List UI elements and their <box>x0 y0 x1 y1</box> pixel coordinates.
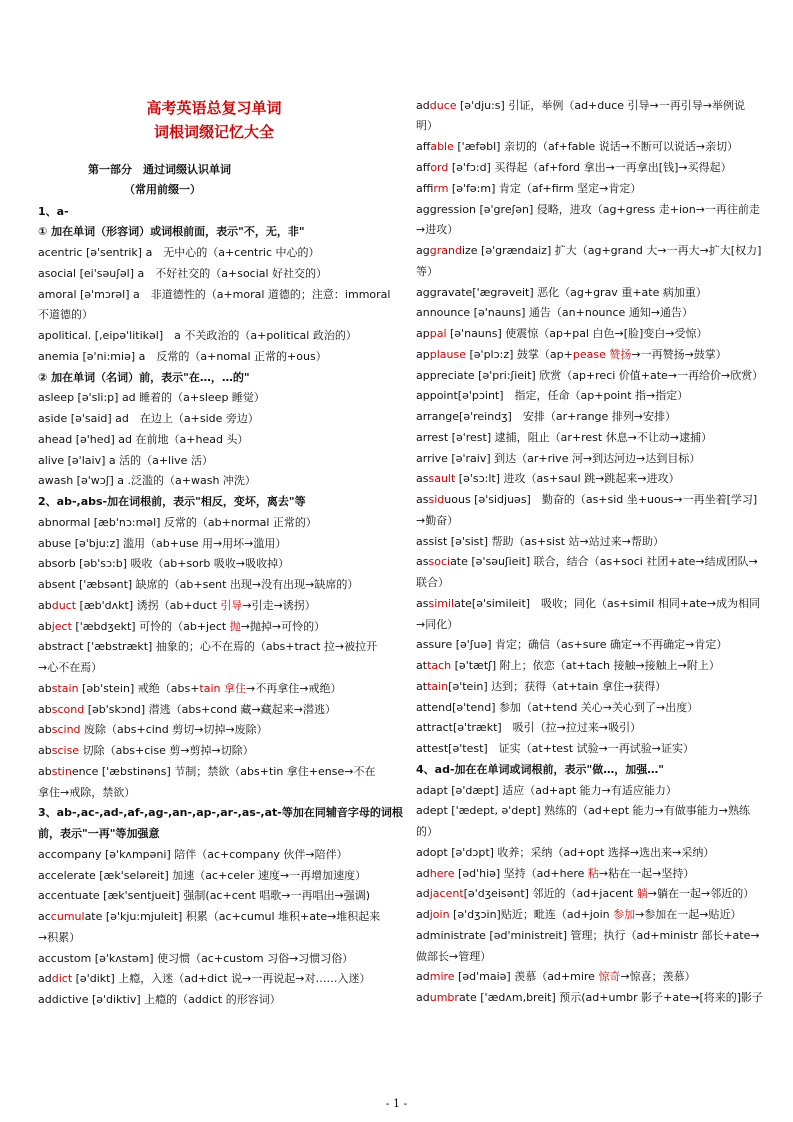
left_lines-line: abuse [ə'bju:z] 滥用（ab+use 用→用坏→滥用） <box>38 537 287 550</box>
right_lines-line: aggravate['ægrəveit] 恶化（ag+grav 重+ate 病加重） <box>416 286 707 299</box>
left_lines-line: abstinence ['æbstinəns] 节制；禁欲（abs+tin 拿住+ense→不在 <box>38 765 376 778</box>
left_lines-line: accustom [ə'kʌstəm] 使习惯（ac+custom 习俗→习惯习俗） <box>38 952 354 965</box>
right_lines-line: 等） <box>416 265 438 278</box>
left_lines-line: →心不在焉） <box>38 661 103 674</box>
left_lines-line: →积累） <box>38 931 81 944</box>
right_lines-line: →进攻） <box>416 223 459 236</box>
left_lines-line: accumulate [ə'kju:mjuleit] 积累（ac+cumul 堆积+ate→堆积起来 <box>38 910 381 923</box>
right_lines-line: attend[ə'tend] 参加（at+tend 关心→关心到了→出度） <box>416 701 699 714</box>
left_lines-line: abscind 废除（abs+cind 剪切→切掉→废除） <box>38 723 268 736</box>
left_lines-line: aside [ə'said] ad 在边上（a+side 旁边） <box>38 412 259 425</box>
right_lines-line: 联合） <box>416 576 449 589</box>
right_lines-line: 做部长→管理） <box>416 950 492 963</box>
left_lines-line: abstain [əb'stein] 戒绝（abs+tain 拿住→不再拿住→戒绝） <box>38 682 342 695</box>
right_lines-line: announce [ə'nauns] 通告（an+nounce 通知→通告） <box>416 306 694 319</box>
right_lines-line: assimilate[ə'simileit] 吸收；同化（as+simil 相同+ate→成为相同 <box>416 597 761 610</box>
left_lines-line: abstract ['æbstrækt] 抽象的；心不在焉的（abs+tract 拉→被拉开 <box>38 640 378 653</box>
right_lines-line: adjoin [ə'dʒɔin]贴近；毗连（ad+join 参加→参加在一起→贴近） <box>416 908 742 921</box>
right_lines-line: arrest [ə'rest] 逮捕，阻止（ar+rest 休息→不让动→逮捕） <box>416 431 713 444</box>
right_lines-line: adopt [ə'dɔpt] 收养；采纳（ad+opt 选择→选出来→采纳） <box>416 846 715 859</box>
left_lines-line: abject ['æbdʒekt] 可怜的（ab+ject 抛→抛掉→可怜的） <box>38 620 326 633</box>
right_lines-line: adapt [ə'dæpt] 适应（ad+apt 能力→有适应能力） <box>416 784 677 797</box>
right_lines-line: assiduous [ə'sidjuəs] 勤奋的（as+sid 坐+uous→一再坐着[学习] <box>416 493 758 506</box>
document-title: 高考英语总复习单词 <box>146 99 282 117</box>
right_lines-line: aggrandize [ə'grændaiz] 扩大（ag+grand 大→一再大→扩大[权力] <box>416 244 762 257</box>
right_lines-line: →同化） <box>416 618 459 631</box>
left_lines-line: abnormal [æb'nɔ:məl] 反常的（ab+normal 正常的） <box>38 516 317 529</box>
left_lines-line: awash [ə'wɔʃ] a .泛滥的（a+wash 冲洗） <box>38 474 256 487</box>
right_lines-line: arrange[ə'reindʒ] 安排（ar+range 排列→安排） <box>416 410 677 423</box>
right_lines-line: appoint[ə'pɔint] 指定，任命（ap+point 指→指定） <box>416 389 689 402</box>
right_lines-line: appal [ə'nauns] 使震惊（ap+pal 白色→[脸]变白→受惊） <box>416 327 708 340</box>
left_lines-line: asocial [ei'səuʃəl] a 不好社交的（a+social 好社交的） <box>38 267 328 280</box>
right_lines-line: affable ['æfəbl] 亲切的（af+fable 说话→不断可以说话→亲切） <box>416 140 739 153</box>
document-subtitle: 词根词缀记忆大全 <box>153 123 274 141</box>
left_lines-line: alive [ə'laiv] a 活的（a+live 活） <box>38 454 213 467</box>
page-number: - 1 - <box>385 1097 408 1110</box>
right_lines-line: assist [ə'sist] 帮助（as+sist 站→站过来→帮助） <box>416 535 664 548</box>
right_lines-line: appreciate [ə'pri:ʃieit] 欣赏（ap+reci 价值+ate→一再给价→欣赏） <box>416 369 764 382</box>
left_lines-line: ② 加在单词（名词）前，表示"在…，…的" <box>38 371 250 384</box>
right_lines-line: adduce [ə'dju:s] 引证，举例（ad+duce 引导→一再引导→举例说 <box>416 99 745 112</box>
left_lines-line: 前，表示"一再"等加强意 <box>38 827 160 840</box>
left_lines-line: addictive [ə'diktiv] 上瘾的（addict 的形容词） <box>38 993 281 1006</box>
right_lines-line: attract[ə'trækt] 吸引（拉→拉过来→吸引） <box>416 721 642 734</box>
left_lines-line: 2、ab-,abs-加在词根前，表示"相反，变坏，离去"等 <box>38 495 306 508</box>
right_lines-line: 4、ad-加在在单词或词根前，表示"做…，加强…" <box>416 763 664 776</box>
left_lines-line: 拿住→戒除，禁欲） <box>38 786 136 799</box>
right_lines-line: afford [ə'fɔ:d] 买得起（af+ford 拿出→一再拿出[钱]→买得起） <box>416 161 732 174</box>
right_lines-line: assault [ə'sɔ:lt] 进攻（as+saul 跳→跳起来→进攻） <box>416 472 680 485</box>
left_lines-line: apolitical. [,eipə'litikəl] a 不关政治的（a+political 政治的） <box>38 329 357 342</box>
left_lines-line: ① 加在单词（形容词）或词根前面，表示"不，无，非" <box>38 225 305 238</box>
right_lines-line: assure [ə'ʃuə] 肯定；确信（as+sure 确定→不再确定→肯定） <box>416 638 728 651</box>
right_lines-line: attain[ə'tein] 达到；获得（at+tain 拿住→获得） <box>416 680 667 693</box>
right_lines-line: attest[ə'test] 证实（at+test 试验→一再试验→证实） <box>416 742 695 755</box>
right_lines-line: 的） <box>416 825 438 838</box>
left_lines-line: abscise 切除（abs+cise 剪→剪掉→切除） <box>38 744 254 757</box>
left_lines-line: absent ['æbsənt] 缺席的（ab+sent 出现→没有出现→缺席的） <box>38 578 359 591</box>
left_lines-line: 1、a- <box>38 205 69 218</box>
right_lines-line: applause [ə'plɔ:z] 鼓掌（ap+pease 赞扬→一再赞扬→鼓掌） <box>416 348 727 361</box>
right_lines-line: admire [əd'maiə] 羡慕（ad+mire 惊奇→惊喜；羡慕） <box>416 970 696 983</box>
left_lines-line: abduct [æb'dʌkt] 诱拐（ab+duct 引导→引走→诱拐） <box>38 599 316 612</box>
right_lines-line: arrive [ə'raiv] 到达（ar+rive 河→到达河边→达到目标） <box>416 452 701 465</box>
right_lines-line: adept ['ædept, ə'dept] 熟练的（ad+ept 能力→有做事能力→熟练 <box>416 804 750 817</box>
right_lines-line: affirm [ə'fə:m] 肯定（af+firm 坚定→肯定） <box>416 182 642 195</box>
right_lines-line: 明） <box>416 119 438 132</box>
left_lines-line: anemia [ə'ni:miə] a 反常的（a+nomal 正常的+ous） <box>38 350 327 363</box>
right_lines-line: attach [ə'tætʃ] 附上；依恋（at+tach 接触→接触上→附上） <box>416 659 720 672</box>
right_lines-line: →勤奋） <box>416 514 459 527</box>
left_lines-line: accelerate [æk'seləreit] 加速（ac+celer 速度→一再增加速度） <box>38 869 367 882</box>
right_lines-line: adjacent[ə'dʒeisənt] 邻近的（ad+jacent 躺→躺在一起→邻近的） <box>416 887 755 900</box>
right_lines-line: associate [ə'səuʃieit] 联合，结合（as+soci 社团+ate→结成团队→ <box>416 555 758 568</box>
left_lines-line: 3、ab-,ac-,ad-,af-,ag-,an-,ap-,ar-,as-,at-等加在同辅音字母的词根 <box>38 806 403 819</box>
left_lines-line: acentric [ə'sentrik] a 无中心的（a+centric 中心的） <box>38 246 320 259</box>
part-heading: 第一部分 通过词缀认识单词 <box>88 163 231 176</box>
left_lines-line: abscond [əb'skɔnd] 潜逃（abs+cond 藏→藏起来→潜逃） <box>38 703 336 716</box>
right_lines-line: adumbrate ['ædʌm,breit] 预示(ad+umbr 影子+ate→[将来的]影子 <box>416 991 764 1004</box>
right_lines-line: aggression [ə'greʃən] 侵略，进攻（ag+gress 走+ion→一再往前走 <box>416 203 760 216</box>
left_lines-line: asleep [ə'sli:p] ad 睡着的（a+sleep 睡觉） <box>38 391 265 404</box>
right_lines-line: administrate [əd'ministreit] 管理；执行（ad+ministr 部长+ate→ <box>416 929 760 942</box>
right_lines-line: adhere [əd'hiə] 坚持（ad+here 粘→粘在一起→坚持） <box>416 867 695 880</box>
left_lines-line: ahead [ə'hed] ad 在前地（a+head 头） <box>38 433 249 446</box>
left_lines-line: addict [ə'dikt] 上瘾，入迷（ad+dict 说→一再说起→对……入迷） <box>38 972 371 985</box>
left_lines-line: accentuate [æk'sentjueit] 强制(ac+cent 唱歌→一再唱出→强调) <box>38 889 371 902</box>
left_lines-line: accompany [ə'kʌmpəni] 陪伴（ac+company 伙伴→陪伴） <box>38 848 348 861</box>
part-subheading: （常用前缀一） <box>124 183 201 196</box>
left_lines-line: 不道德的） <box>38 308 93 321</box>
left_lines-line: amoral [ə'mɔrəl] a 非道德性的（a+moral 道德的；注意：immoral <box>38 288 391 301</box>
left_lines-line: absorb [əb'sɔ:b] 吸收（ab+sorb 吸收→吸收掉） <box>38 557 290 570</box>
